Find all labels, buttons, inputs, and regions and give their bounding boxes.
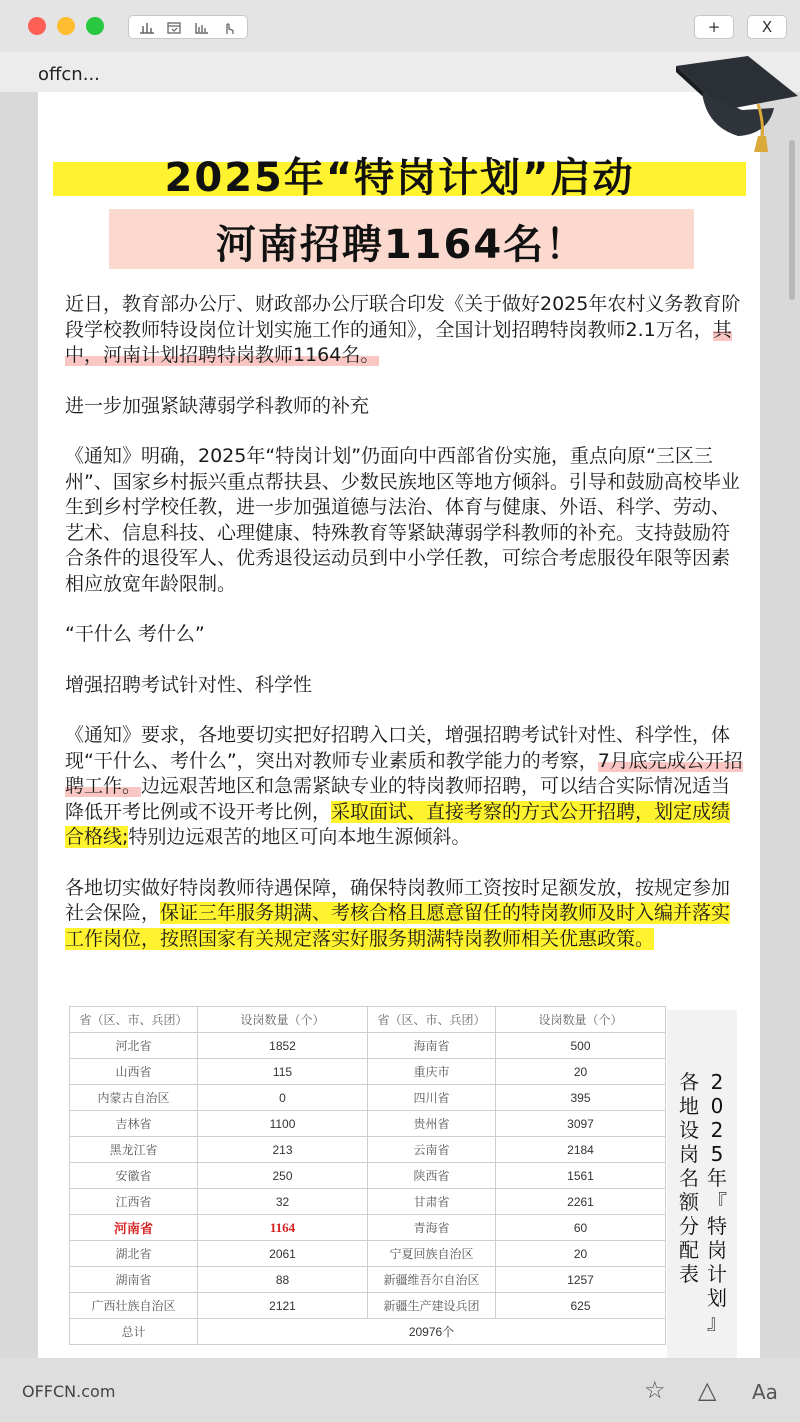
page-subtitle: 河南招聘1164名！ — [215, 222, 588, 268]
title-banner-2 — [109, 209, 694, 269]
paragraph-text: 边远艰苦地区和急需紧缺专业的特岗教师招聘，可以结合实际情况适当降低开考比例或不设开考比例， — [65, 775, 731, 823]
table-row — [70, 1267, 666, 1293]
province-cell: 湖南省 — [70, 1267, 198, 1293]
quota-cell: 1164 — [198, 1215, 368, 1241]
paragraph-text: 特别边远艰苦的地区可向本地生源倾斜。 — [128, 826, 471, 848]
side-title-char: 划 — [707, 1286, 727, 1310]
province-cell: 河北省 — [70, 1033, 198, 1059]
side-title-char: 2 — [710, 1070, 724, 1094]
calendar-icon[interactable] — [165, 20, 183, 34]
quota-cell: 3097 — [496, 1111, 666, 1137]
total-label-cell: 总计 — [70, 1319, 198, 1345]
side-title-char: 0 — [710, 1094, 724, 1118]
paragraph-notice: 《通知》明确，2025年“特岗计划”仍面向中西部省份实施，重点向原“三区三州”、国家乡村振兴重点帮扶县、少数民族地区等地方倾斜。引导和鼓励高校毕业生到乡村学校任教，进一步加强道德与法治、体育与健康、外语、科学、劳动、艺术、信息科技、心理健康、特殊教育等紧缺薄弱学科教师的补充。支持鼓励符合条件的退役军人、优秀退役运动员到中小学任教，可综合考虑服役年限等因素相应放宽年龄限制。 — [65, 445, 740, 595]
highlight-deadline: 7月底完成公开招聘工作。 — [65, 749, 743, 797]
quota-cell: 2061 — [198, 1241, 368, 1267]
table-row — [70, 1085, 666, 1111]
province-cell: 广西壮族自治区 — [70, 1293, 198, 1319]
quota-cell: 1561 — [496, 1163, 666, 1189]
table-header-cell: 省（区、市、兵团） — [368, 1007, 496, 1033]
page-title: 2025年“特岗计划”启动 — [164, 155, 635, 201]
window-titlebar — [0, 0, 800, 52]
table-side-title — [667, 1010, 737, 1358]
quota-cell: 250 — [198, 1163, 368, 1189]
close-window-button[interactable] — [28, 17, 46, 35]
article-page — [38, 92, 760, 1358]
quota-cell: 1852 — [198, 1033, 368, 1059]
province-cell: 新疆维吾尔自治区 — [368, 1267, 496, 1293]
share-icon[interactable]: △ — [698, 1376, 717, 1404]
grad-cap-icon — [672, 52, 800, 162]
new-tab-button[interactable]: + — [694, 15, 734, 39]
table-row — [70, 1111, 666, 1137]
minimize-window-button[interactable] — [57, 17, 75, 35]
scrollbar[interactable] — [789, 140, 795, 300]
table-header-cell: 省（区、市、兵团） — [70, 1007, 198, 1033]
province-cell: 海南省 — [368, 1033, 496, 1059]
table-header-row — [70, 1007, 666, 1033]
quota-cell: 88 — [198, 1267, 368, 1293]
side-title-char: 额 — [679, 1190, 699, 1214]
table-row — [70, 1163, 666, 1189]
quota-cell: 213 — [198, 1137, 368, 1163]
paragraph-text: 近日，教育部办公厅、财政部办公厅联合印发《关于做好2025年农村义务教育阶段学校教师特设岗位计划实施工作的通知》，全国计划招聘特岗教师2.1万名， — [65, 293, 741, 341]
quota-cell: 115 — [198, 1059, 368, 1085]
title-banner-1 — [53, 155, 746, 201]
province-cell: 山西省 — [70, 1059, 198, 1085]
table-row — [70, 1059, 666, 1085]
province-cell: 青海省 — [368, 1215, 496, 1241]
side-title-char: 设 — [679, 1118, 699, 1142]
side-title-char: 岗 — [679, 1142, 699, 1166]
province-cell: 云南省 — [368, 1137, 496, 1163]
toolbar-group — [128, 15, 248, 39]
quota-cell: 625 — [496, 1293, 666, 1319]
province-cell: 陕西省 — [368, 1163, 496, 1189]
table-header-cell: 设岗数量（个） — [496, 1007, 666, 1033]
maximize-window-button[interactable] — [86, 17, 104, 35]
side-title-char: 分 — [679, 1214, 699, 1238]
paragraph-requirements — [65, 723, 745, 851]
side-title-char: 表 — [679, 1262, 699, 1286]
side-title-char: 特 — [707, 1214, 727, 1238]
allocation-table — [69, 1006, 666, 1345]
total-value-cell: 20976个 — [198, 1319, 666, 1345]
table-row — [70, 1189, 666, 1215]
bottom-toolbar — [0, 1358, 800, 1422]
side-title-char: 配 — [679, 1238, 699, 1262]
province-cell: 贵州省 — [368, 1111, 496, 1137]
province-cell: 江西省 — [70, 1189, 198, 1215]
section-heading-3: 增强招聘考试针对性、科学性 — [65, 673, 313, 696]
province-cell: 湖北省 — [70, 1241, 198, 1267]
side-title-char: 各 — [679, 1070, 699, 1094]
table-row — [70, 1241, 666, 1267]
side-title-char: 计 — [707, 1262, 727, 1286]
highlight-henan: 其中，河南计划招聘特岗教师1164名。 — [65, 318, 732, 366]
site-name[interactable]: offcn... — [38, 64, 100, 85]
footer-site[interactable]: OFFCN.com — [22, 1382, 116, 1401]
chart-icon[interactable] — [138, 20, 156, 34]
table-row — [70, 1293, 666, 1319]
province-cell: 吉林省 — [70, 1111, 198, 1137]
province-cell: 新疆生产建设兵团 — [368, 1293, 496, 1319]
quota-cell: 32 — [198, 1189, 368, 1215]
article-body — [65, 292, 745, 952]
side-title-char: 年 — [707, 1166, 727, 1190]
section-heading-1: 进一步加强紧缺薄弱学科教师的补充 — [65, 394, 370, 417]
hand-icon[interactable] — [220, 20, 238, 34]
quota-cell: 2261 — [496, 1189, 666, 1215]
side-title-char: 『 — [707, 1190, 727, 1214]
table-row — [70, 1215, 666, 1241]
province-cell: 宁夏回族自治区 — [368, 1241, 496, 1267]
star-icon[interactable]: ☆ — [644, 1376, 666, 1404]
quota-cell: 500 — [496, 1033, 666, 1059]
province-cell: 内蒙古自治区 — [70, 1085, 198, 1111]
side-title-char: 地 — [679, 1094, 699, 1118]
side-title-char: 』 — [707, 1310, 727, 1334]
quota-cell: 2121 — [198, 1293, 368, 1319]
paragraph-benefits — [65, 876, 745, 953]
quota-cell: 20 — [496, 1059, 666, 1085]
section-heading-2: “干什么 考什么” — [65, 623, 205, 645]
table-row — [70, 1137, 666, 1163]
table-total-row — [70, 1319, 666, 1345]
font-size-button[interactable]: Aa — [752, 1380, 778, 1404]
allocation-table-wrap — [69, 1006, 666, 1345]
province-cell: 重庆市 — [368, 1059, 496, 1085]
quota-cell: 395 — [496, 1085, 666, 1111]
side-title-char: 2 — [710, 1118, 724, 1142]
table-row — [70, 1033, 666, 1059]
highlight-guarantee: 保证三年服务期满、考核合格且愿意留任的特岗教师及时入编并落实工作岗位，按照国家有关规定落实好服务期满特岗教师相关优惠政策。 — [65, 902, 731, 950]
paragraph-text: 各地切实做好特岗教师待遇保障，确保特岗教师工资按时足额发放，按规定参加社会保险， — [65, 876, 731, 924]
province-cell: 河南省 — [70, 1215, 198, 1241]
bar-icon[interactable] — [193, 20, 211, 34]
province-cell: 甘肃省 — [368, 1189, 496, 1215]
paragraph-intro — [65, 292, 745, 369]
table-header-cell: 设岗数量（个） — [198, 1007, 368, 1033]
side-title-col-1 — [705, 1070, 729, 1334]
side-title-char: 名 — [679, 1166, 699, 1190]
quota-cell: 2184 — [496, 1137, 666, 1163]
paragraph-text: 《通知》要求，各地要切实把好招聘入口关，增强招聘考试针对性、科学性，体现“干什么、考什么”，突出对教师专业素质和教学能力的考察， — [65, 724, 731, 772]
province-cell: 四川省 — [368, 1085, 496, 1111]
side-title-char: 岗 — [707, 1238, 727, 1262]
side-title-char: 5 — [710, 1142, 724, 1166]
quota-cell: 1100 — [198, 1111, 368, 1137]
province-cell: 黑龙江省 — [70, 1137, 198, 1163]
close-button[interactable]: X — [747, 15, 787, 39]
quota-cell: 60 — [496, 1215, 666, 1241]
side-title-col-2 — [677, 1070, 701, 1286]
highlight-interview: 采取面试、直接考察的方式公开招聘，划定成绩合格线; — [65, 800, 731, 848]
quota-cell: 20 — [496, 1241, 666, 1267]
quota-cell: 0 — [198, 1085, 368, 1111]
province-cell: 安徽省 — [70, 1163, 198, 1189]
quota-cell: 1257 — [496, 1267, 666, 1293]
